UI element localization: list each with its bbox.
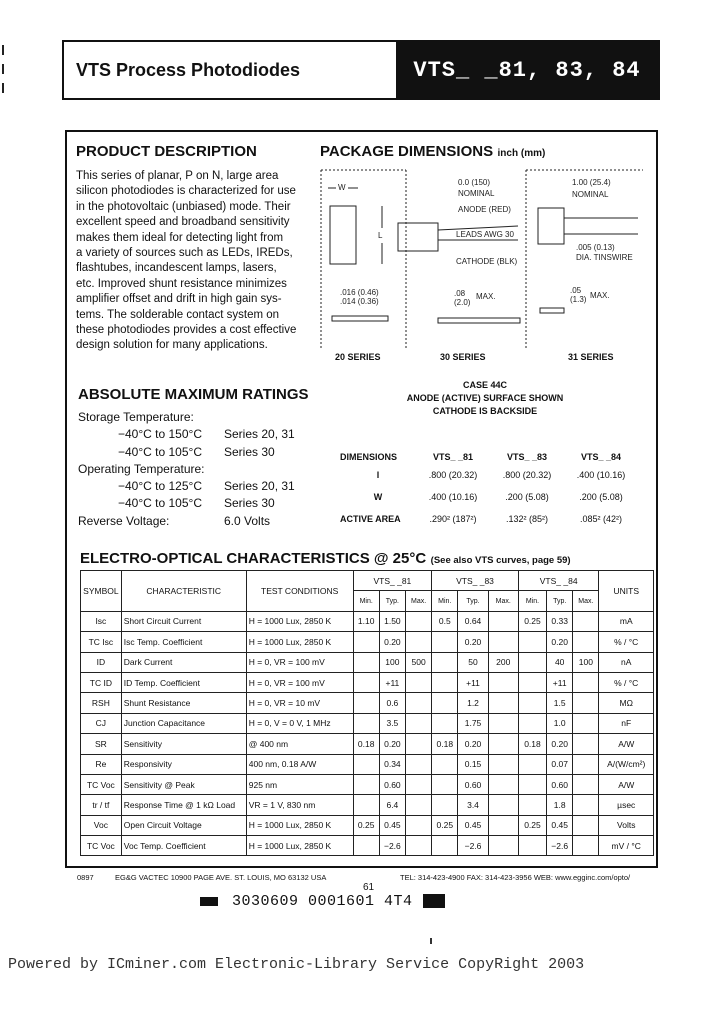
header-bar — [62, 40, 660, 100]
eo-value: 40 — [547, 652, 573, 672]
eo-value — [518, 693, 546, 713]
eo-value — [432, 693, 458, 713]
product-description — [76, 143, 306, 354]
eo-row — [81, 611, 654, 631]
series-31-label: 31 SERIES — [568, 352, 614, 362]
description-line: excellent speed and broadband sensitivity — [76, 216, 290, 229]
description-line: tems. The solderable contact system on — [76, 308, 280, 321]
eo-value — [353, 632, 379, 652]
eo-symbol: TC Voc — [81, 774, 122, 794]
eo-value — [488, 754, 518, 774]
eo-subheader: Max. — [488, 591, 518, 611]
label-nominal: NOMINAL — [458, 189, 495, 198]
eo-value — [488, 795, 518, 815]
die-31 — [538, 208, 564, 244]
eo-value: 0.6 — [379, 693, 405, 713]
rating-label: Reverse Voltage: — [78, 513, 170, 528]
eo-test-condition: VR = 1 V, 830 nm — [246, 795, 353, 815]
eo-unit: % / °C — [599, 632, 654, 652]
eo-header: TEST CONDITIONS — [246, 571, 353, 612]
label-d3: .005 (0.13) — [576, 243, 615, 252]
eo-value — [518, 795, 546, 815]
eo-test-condition: H = 1000 Lux, 2850 K — [246, 836, 353, 856]
eo-row — [81, 836, 654, 856]
eo-symbol: TC Voc — [81, 836, 122, 856]
margin-mark — [2, 83, 4, 93]
dimension-header: DIMENSIONS — [340, 452, 398, 462]
eo-value — [573, 754, 599, 774]
footer-company: EG&G VACTEC 10900 PAGE AVE. ST. LOUIS, MO 63132 USA — [115, 873, 327, 882]
label-anode: ANODE (RED) — [458, 205, 511, 214]
dimension-cell: l — [376, 470, 380, 480]
eo-test-condition: H = 0, VR = 10 mV — [246, 693, 353, 713]
eo-value — [405, 611, 431, 631]
header-title: VTS Process Photodiodes — [76, 59, 301, 80]
eo-value: 0.64 — [458, 611, 488, 631]
rating-label: −40°C to 105°C — [118, 444, 202, 459]
label-t1: .016 (0.46) — [340, 288, 379, 297]
eo-unit: % / °C — [599, 672, 654, 692]
eo-value — [432, 774, 458, 794]
eo-characteristic: Isc Temp. Coefficient — [121, 632, 246, 652]
eo-value: 1.75 — [458, 713, 488, 733]
eo-subheader: Max. — [405, 591, 431, 611]
eo-value — [518, 774, 546, 794]
eo-value: 0.25 — [518, 815, 546, 835]
rating-value: 6.0 Volts — [224, 513, 271, 528]
eo-value — [573, 713, 599, 733]
eo-characteristic: Response Time @ 1 kΩ Load — [121, 795, 246, 815]
dimension-header-row — [340, 452, 640, 470]
rating-value: Series 20, 31 — [224, 479, 295, 494]
eo-value: 0.60 — [547, 774, 573, 794]
eo-value — [518, 713, 546, 733]
side-30 — [438, 318, 520, 323]
eo-subheader: Min. — [518, 591, 546, 611]
description-heading: PRODUCT DESCRIPTION — [76, 143, 257, 160]
eo-value — [518, 672, 546, 692]
eo-subheader: Typ. — [547, 591, 573, 611]
eo-value: 0.45 — [458, 815, 488, 835]
label-t4: (2.0) — [454, 298, 471, 307]
label-cathode: CATHODE (BLK) — [456, 257, 518, 266]
description-line: flashtubes, incandescent lamps, lasers, — [76, 262, 277, 275]
side-31 — [540, 308, 564, 313]
label-d4: DIA. TINSWIRE — [576, 253, 633, 262]
eo-characteristic: Junction Capacitance — [121, 713, 246, 733]
eo-test-condition: H = 0, V = 0 V, 1 MHz — [246, 713, 353, 733]
rating-value: Series 30 — [224, 496, 275, 511]
eo-value: 1.50 — [379, 611, 405, 631]
eo-subheader: Typ. — [379, 591, 405, 611]
eo-value: 0.18 — [518, 734, 546, 754]
eo-value — [518, 836, 546, 856]
eo-row — [81, 632, 654, 652]
eo-value: 1.2 — [458, 693, 488, 713]
eo-symbol: RSH — [81, 693, 122, 713]
eo-value — [488, 734, 518, 754]
label-t3: .08 — [454, 289, 466, 298]
eo-row — [81, 795, 654, 815]
ratings-section — [78, 386, 309, 530]
eo-value: 6.4 — [379, 795, 405, 815]
eo-unit: Volts — [599, 815, 654, 835]
eo-value — [432, 795, 458, 815]
series-30-label: 30 SERIES — [440, 352, 486, 362]
eo-test-condition: @ 400 nm — [246, 734, 353, 754]
eo-value — [432, 652, 458, 672]
description-line: makes them ideal for detecting light from — [76, 231, 284, 244]
eo-value: 1.10 — [353, 611, 379, 631]
eo-subheader: Typ. — [458, 591, 488, 611]
description-line: This series of planar, P on N, large area — [76, 170, 279, 182]
label-nominal2: NOMINAL — [572, 190, 609, 199]
eo-unit: MΩ — [599, 693, 654, 713]
eo-value — [432, 836, 458, 856]
eo-value: 200 — [488, 652, 518, 672]
eo-value — [353, 693, 379, 713]
rating-label: −40°C to 125°C — [118, 479, 202, 494]
page-number: 61 — [363, 882, 375, 893]
dimension-cell: .800 (20.32) — [428, 470, 478, 480]
eo-value — [488, 713, 518, 733]
eo-value — [488, 774, 518, 794]
case-note — [395, 379, 575, 418]
margin-mark — [2, 45, 4, 55]
eo-value — [405, 795, 431, 815]
rating-label: Operating Temperature: — [78, 461, 205, 476]
eo-heading-row — [80, 550, 571, 568]
dimension-cell: .400 (10.16) — [428, 492, 478, 502]
eo-characteristic: Voc Temp. Coefficient — [121, 836, 246, 856]
rating-value: Series 30 — [224, 444, 275, 459]
eo-row — [81, 774, 654, 794]
eo-symbol: Voc — [81, 815, 122, 835]
eo-table — [80, 570, 654, 856]
eo-symbol: CJ — [81, 713, 122, 733]
eo-value — [488, 815, 518, 835]
dimension-header: VTS_ _83 — [506, 452, 548, 462]
eo-row — [81, 672, 654, 692]
dimension-row — [340, 470, 640, 492]
eo-value — [353, 672, 379, 692]
eo-value — [488, 693, 518, 713]
margin-mark — [2, 64, 4, 74]
eo-value — [573, 693, 599, 713]
dimension-cell: .200 (5.08) — [579, 492, 623, 502]
label-max: MAX. — [476, 292, 496, 301]
eo-header: CHARACTERISTIC — [121, 571, 246, 612]
eo-value: 500 — [405, 652, 431, 672]
eo-subheader: Min. — [353, 591, 379, 611]
eo-value: +11 — [379, 672, 405, 692]
dimension-cell: .800 (20.32) — [502, 470, 552, 480]
eo-value: 0.20 — [379, 734, 405, 754]
eo-value — [488, 672, 518, 692]
eo-unit: µsec — [599, 795, 654, 815]
eo-row — [81, 815, 654, 835]
eo-value — [353, 774, 379, 794]
eo-value: 0.25 — [518, 611, 546, 631]
eo-heading: ELECTRO-OPTICAL CHARACTERISTICS @ 25°C — [80, 550, 427, 567]
eo-characteristic: Dark Current — [121, 652, 246, 672]
eo-value: 3.4 — [458, 795, 488, 815]
eo-header: SYMBOL — [81, 571, 122, 612]
eo-row — [81, 734, 654, 754]
eo-symbol: Isc — [81, 611, 122, 631]
eo-unit: mV / °C — [599, 836, 654, 856]
description-line: etc. Improved shunt resistance minimizes — [76, 277, 287, 290]
eo-row — [81, 713, 654, 733]
dimension-cell: ACTIVE AREA — [340, 514, 401, 524]
eo-value: 0.20 — [458, 734, 488, 754]
label-d1: 0.0 (150) — [458, 178, 491, 187]
eo-header: VTS_ _81 — [353, 571, 432, 591]
header-part-numbers: VTS_ _81, 83, 84 — [396, 42, 658, 98]
powered-by: Powered by ICminer.com Electronic-Library Service CopyRight 2003 — [8, 956, 585, 973]
label-d2: 1.00 (25.4) — [572, 178, 611, 187]
eo-value: +11 — [458, 672, 488, 692]
eo-value — [573, 815, 599, 835]
rating-row — [78, 513, 309, 530]
eo-value — [488, 632, 518, 652]
dimension-cell: W — [373, 492, 383, 502]
package-unit: inch (mm) — [497, 148, 546, 159]
barcode-row — [200, 893, 445, 909]
rating-label: Storage Temperature: — [78, 410, 194, 424]
description-line: silicon photodiodes is characterized for use — [76, 185, 296, 198]
eo-value — [488, 836, 518, 856]
description-line: these photodiodes provides a cost effective — [76, 324, 297, 337]
description-line: in the photovoltaic (unbiased) mode. Their — [76, 200, 291, 213]
eo-value: 3.5 — [379, 713, 405, 733]
eo-value — [488, 611, 518, 631]
eo-value: 0.07 — [547, 754, 573, 774]
dimension-row — [340, 492, 640, 514]
rating-row — [78, 478, 309, 495]
eo-unit: mA — [599, 611, 654, 631]
eo-subheader: Min. — [432, 591, 458, 611]
description-line: a variety of sources such as LEDs, IREDs, — [76, 247, 293, 260]
dimension-cell: .132² (85²) — [505, 514, 549, 524]
eo-value — [405, 672, 431, 692]
eo-value — [353, 754, 379, 774]
description-line: amplifier offset and drift in high gain sys- — [76, 293, 282, 306]
label-l: L — [378, 231, 383, 240]
eo-symbol: TC Isc — [81, 632, 122, 652]
eo-value: 100 — [573, 652, 599, 672]
eo-value: 0.60 — [458, 774, 488, 794]
side-20 — [332, 316, 388, 321]
eo-value — [573, 672, 599, 692]
eo-value — [432, 632, 458, 652]
footer-date: 0897 — [77, 873, 94, 882]
eo-row — [81, 652, 654, 672]
eo-value — [432, 754, 458, 774]
eo-value — [518, 754, 546, 774]
eo-value — [353, 836, 379, 856]
eo-characteristic: Sensitivity @ Peak — [121, 774, 246, 794]
eo-value — [405, 836, 431, 856]
eo-value — [405, 774, 431, 794]
eo-symbol: TC ID — [81, 672, 122, 692]
eo-value: 0.34 — [379, 754, 405, 774]
eo-header: VTS_ _84 — [518, 571, 599, 591]
eo-value: 0.45 — [379, 815, 405, 835]
label-max2: MAX. — [590, 291, 610, 300]
eo-test-condition: 400 nm, 0.18 A/W — [246, 754, 353, 774]
package-heading — [320, 143, 545, 161]
eo-value: −2.6 — [547, 836, 573, 856]
dimension-header: VTS_ _81 — [432, 452, 474, 462]
rating-row — [78, 409, 309, 426]
barcode-block — [200, 897, 218, 906]
eo-unit: A/W — [599, 734, 654, 754]
eo-characteristic: Sensitivity — [121, 734, 246, 754]
eo-test-condition: H = 1000 Lux, 2850 K — [246, 611, 353, 631]
dimension-cell: .085² (42²) — [579, 514, 623, 524]
eo-characteristic: Open Circuit Voltage — [121, 815, 246, 835]
eo-value: +11 — [547, 672, 573, 692]
case-line: ANODE (ACTIVE) SURFACE SHOWN — [406, 393, 564, 403]
dimension-row — [340, 514, 640, 532]
eo-symbol: tr / tf — [81, 795, 122, 815]
eo-value — [573, 795, 599, 815]
eo-symbol: SR — [81, 734, 122, 754]
eo-value: 1.8 — [547, 795, 573, 815]
eo-characteristic: ID Temp. Coefficient — [121, 672, 246, 692]
package-heading-title: PACKAGE DIMENSIONS — [320, 143, 494, 160]
die-30 — [398, 223, 438, 251]
eo-value: 0.20 — [458, 632, 488, 652]
eo-unit: nA — [599, 652, 654, 672]
ratings-heading: ABSOLUTE MAXIMUM RATINGS — [78, 386, 309, 403]
eo-value — [405, 734, 431, 754]
rating-row — [78, 426, 309, 443]
barcode-text: 3030609 0001601 4T4 — [232, 892, 413, 910]
case-line: CATHODE IS BACKSIDE — [432, 406, 538, 416]
eo-header: VTS_ _83 — [432, 571, 519, 591]
eo-value: 0.18 — [432, 734, 458, 754]
eo-value: 50 — [458, 652, 488, 672]
series-20-label: 20 SERIES — [335, 352, 381, 362]
eo-symbol: ID — [81, 652, 122, 672]
eo-value — [405, 713, 431, 733]
eo-value — [405, 815, 431, 835]
rating-row — [78, 461, 309, 478]
eo-test-condition: H = 1000 Lux, 2850 K — [246, 632, 353, 652]
rating-row — [78, 444, 309, 461]
eo-header: UNITS — [599, 571, 654, 612]
eo-value — [353, 713, 379, 733]
eo-test-condition: H = 1000 Lux, 2850 K — [246, 815, 353, 835]
eo-value — [405, 632, 431, 652]
scan-mark — [430, 938, 432, 944]
eo-value — [573, 734, 599, 754]
eo-value: 0.25 — [432, 815, 458, 835]
eo-value: 0.20 — [379, 632, 405, 652]
eo-characteristic: Responsivity — [121, 754, 246, 774]
eo-value: 0.25 — [353, 815, 379, 835]
eo-value — [573, 632, 599, 652]
eo-test-condition: 925 nm — [246, 774, 353, 794]
eo-value — [405, 693, 431, 713]
eo-value — [518, 632, 546, 652]
case-line: CASE 44C — [462, 380, 507, 390]
eo-value: 0.20 — [547, 632, 573, 652]
eo-unit: A/W — [599, 774, 654, 794]
label-leads: LEADS AWG 30 — [456, 230, 514, 239]
rating-value: Series 20, 31 — [224, 427, 295, 442]
rating-label: −40°C to 105°C — [118, 496, 202, 511]
eo-value: 0.45 — [547, 815, 573, 835]
eo-value — [405, 754, 431, 774]
eo-value: 0.15 — [458, 754, 488, 774]
eo-test-condition: H = 0, VR = 100 mV — [246, 672, 353, 692]
eo-note: (See also VTS curves, page 59) — [430, 555, 571, 566]
dimension-cell: .400 (10.16) — [576, 470, 626, 480]
eo-symbol: Re — [81, 754, 122, 774]
label-t2: .014 (0.36) — [340, 297, 379, 306]
footer-contact: TEL: 314-423-4900 FAX: 314-423-3956 WEB: www.egginc.com/opto/ — [400, 873, 631, 882]
eo-value: −2.6 — [379, 836, 405, 856]
eo-characteristic: Short Circuit Current — [121, 611, 246, 631]
eo-value: 0.20 — [547, 734, 573, 754]
dimension-cell: .200 (5.08) — [505, 492, 549, 502]
label-t6: (1.3) — [570, 295, 587, 304]
eo-header-row — [81, 571, 654, 591]
eo-value — [432, 672, 458, 692]
eo-value — [573, 836, 599, 856]
eo-characteristic: Shunt Resistance — [121, 693, 246, 713]
package-drawing — [318, 168, 648, 368]
eo-test-condition: H = 0, VR = 100 mV — [246, 652, 353, 672]
barcode-block — [423, 894, 445, 908]
eo-unit: nF — [599, 713, 654, 733]
eo-value: 0.60 — [379, 774, 405, 794]
eo-value — [432, 713, 458, 733]
eo-value — [353, 652, 379, 672]
eo-value: 0.33 — [547, 611, 573, 631]
eo-value — [353, 795, 379, 815]
rating-label: −40°C to 150°C — [118, 427, 202, 442]
eo-value: 1.0 — [547, 713, 573, 733]
eo-value: 100 — [379, 652, 405, 672]
eo-value: 1.5 — [547, 693, 573, 713]
eo-value — [573, 611, 599, 631]
eo-value: −2.6 — [458, 836, 488, 856]
eo-value — [518, 652, 546, 672]
eo-subheader: Max. — [573, 591, 599, 611]
label-w: W — [338, 183, 346, 192]
label-t5: .05 — [570, 286, 582, 295]
eo-unit: A/(W/cm²) — [599, 754, 654, 774]
eo-value: 0.5 — [432, 611, 458, 631]
eo-row — [81, 754, 654, 774]
description-line: design solution for many applications. — [76, 339, 268, 352]
dimension-header: VTS_ _84 — [580, 452, 622, 462]
eo-row — [81, 693, 654, 713]
dimension-cell: .290² (187²) — [429, 514, 477, 524]
rating-row — [78, 495, 309, 512]
eo-body — [81, 611, 654, 856]
die-20 — [330, 206, 356, 264]
dimension-table — [340, 452, 640, 532]
eo-value: 0.18 — [353, 734, 379, 754]
eo-value — [573, 774, 599, 794]
